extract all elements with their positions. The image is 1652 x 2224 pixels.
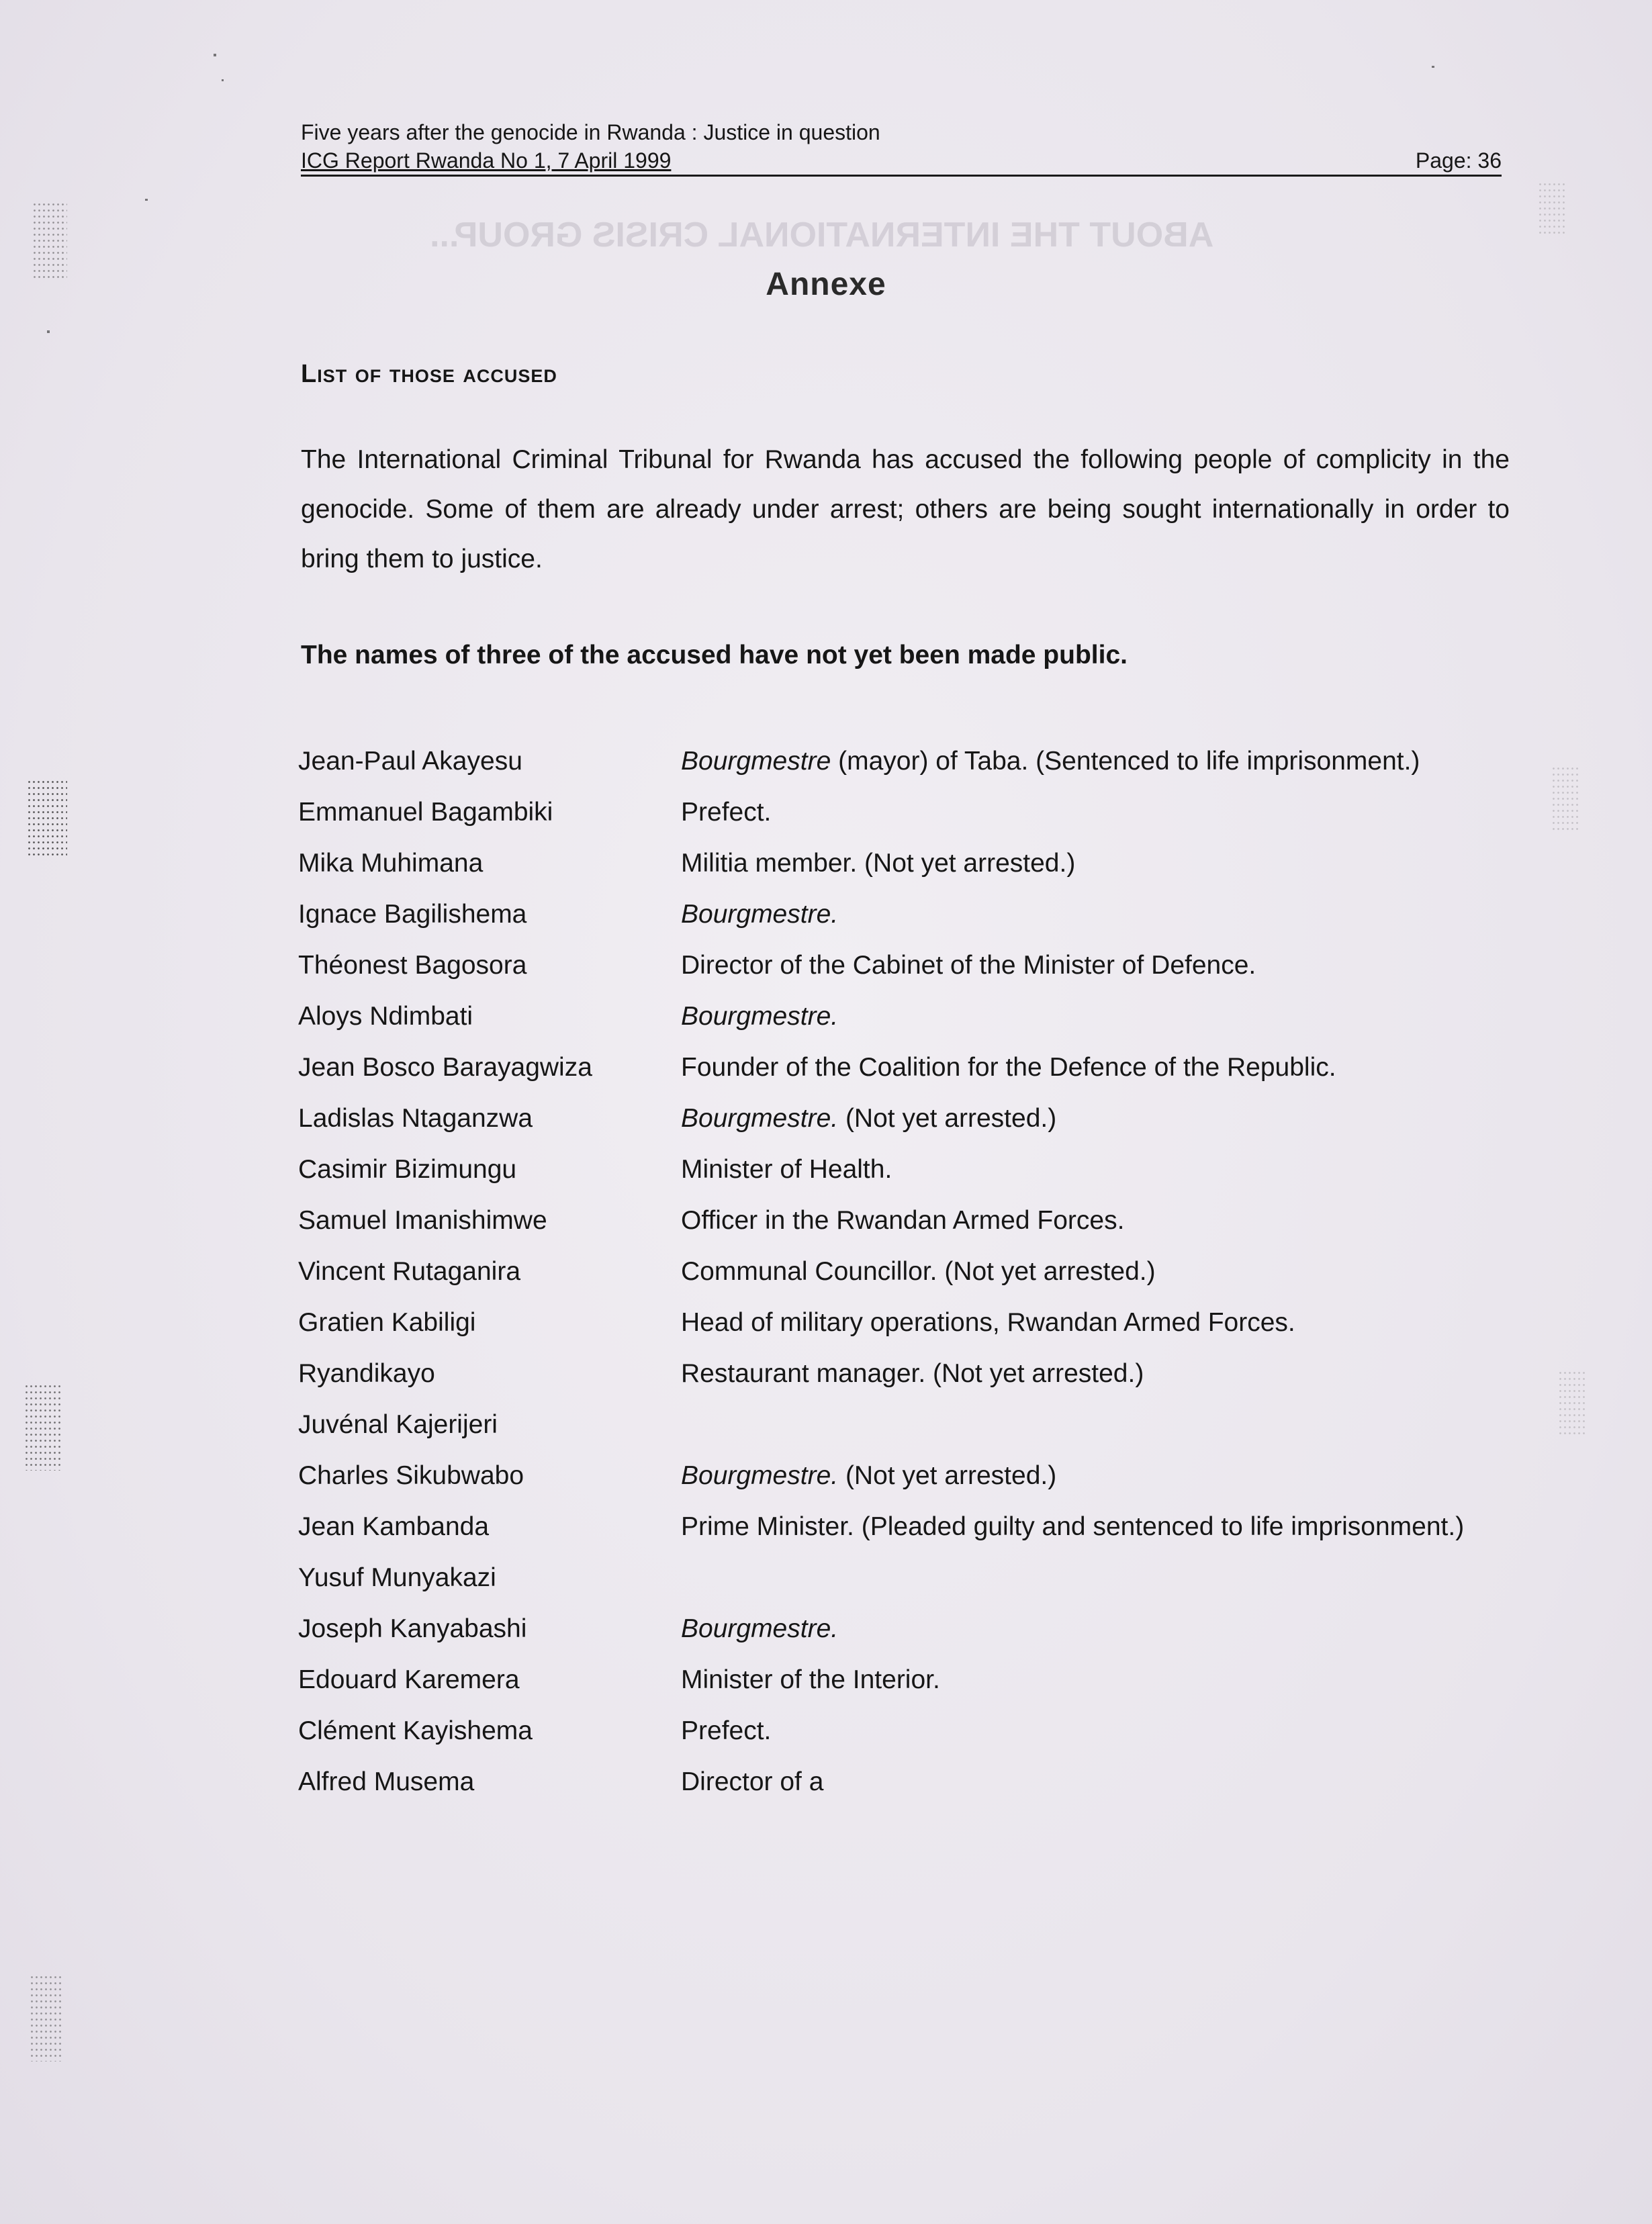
accused-description (681, 940, 1507, 991)
list-item (298, 1450, 1507, 1501)
list-item (298, 991, 1507, 1042)
list-item (298, 1501, 1507, 1553)
header-rule-row (301, 146, 1502, 177)
accused-description-text: Prefect. (681, 798, 772, 827)
list-item (298, 838, 1507, 889)
scan-speck (1432, 66, 1434, 68)
scan-noise (24, 1383, 63, 1471)
accused-name: Théonest Bagosora (298, 951, 527, 980)
accused-name: Samuel Imanishimwe (298, 1206, 547, 1235)
accused-description (681, 787, 1507, 838)
list-item (298, 889, 1507, 940)
accused-description (681, 1399, 1507, 1450)
list-item (298, 1093, 1507, 1144)
intro-paragraph: The International Criminal Tribunal for Rwanda has accused the following people of complicity in the genocide. Some of them are already under arrest; others are being sought internationally in order to bring them to justice. (301, 445, 1510, 573)
header-report-number: ICG Report Rwanda No 1, 7 April 1999 (301, 148, 672, 173)
scan-speck (214, 54, 216, 56)
list-item (298, 787, 1507, 838)
page-header (301, 118, 1502, 177)
accused-description (681, 838, 1507, 889)
accused-description (681, 1042, 1507, 1093)
accused-description (681, 1450, 1507, 1501)
section-heading: List of those accused (301, 360, 557, 388)
accused-title-italic: Bourgmestre. (681, 1002, 839, 1031)
accused-title-italic: Bourgmestre. (681, 1104, 839, 1133)
accused-description (681, 1297, 1507, 1348)
list-item (298, 1297, 1507, 1348)
header-report-title: Five years after the genocide in Rwanda : Justice in question (301, 120, 880, 144)
accused-name: Yusuf Munyakazi (298, 1563, 496, 1592)
accused-description-text: Director of a (681, 1767, 824, 1796)
accused-description-text: (Not yet arrested.) (838, 1104, 1057, 1133)
accused-name: Clément Kayishema (298, 1716, 533, 1745)
accused-description (681, 1195, 1507, 1246)
accused-name: Edouard Karemera (298, 1665, 520, 1694)
accused-description (681, 1706, 1507, 1757)
list-item (298, 1042, 1507, 1093)
accused-description-text: Prefect. (681, 1716, 772, 1745)
accused-description-text: Head of military operations, Rwandan Armed Forces. (681, 1308, 1295, 1337)
scan-noise (1551, 766, 1581, 833)
scan-noise (1538, 181, 1567, 235)
accused-description-text: (mayor) of Taba. (Sentenced to life imprisonment.) (831, 747, 1420, 776)
bleed-through-heading: ABOUT THE INTERNATIONAL CRISIS GROUP... (430, 216, 1214, 254)
accused-title-italic: Bourgmestre. (681, 1614, 839, 1643)
accused-name: Ladislas Ntaganzwa (298, 1104, 533, 1133)
list-item (298, 736, 1507, 787)
accused-name: Jean Kambanda (298, 1512, 490, 1541)
list-item (298, 1757, 1507, 1808)
accused-name: Gratien Kabiligi (298, 1308, 476, 1337)
note-paragraph: The names of three of the accused have not yet been made public. (301, 641, 1128, 669)
list-item (298, 1246, 1507, 1297)
accused-name: Ignace Bagilishema (298, 900, 527, 929)
accused-description (681, 1757, 1507, 1808)
list-item (298, 1399, 1507, 1450)
list-item (298, 1706, 1507, 1757)
scan-speck (145, 199, 148, 201)
accused-description (681, 1553, 1507, 1604)
scan-noise (1558, 1370, 1588, 1437)
accused-name: Casimir Bizimungu (298, 1155, 517, 1184)
accused-title-italic: Bourgmestre. (681, 900, 839, 929)
accused-description-text: Director of the Cabinet of the Minister of Defence. (681, 951, 1256, 980)
accused-name: Jean Bosco Barayagwiza (298, 1053, 592, 1082)
accused-list (298, 736, 1507, 1808)
accused-title-italic: Bourgmestre. (681, 1461, 839, 1490)
accused-description-text: Prime Minister. (Pleaded guilty and sentenced to life imprisonment.) (681, 1512, 1465, 1541)
scan-speck (47, 330, 50, 333)
accused-description-text: Restaurant manager. (Not yet arrested.) (681, 1359, 1144, 1388)
accused-name: Juvénal Kajerijeri (298, 1410, 498, 1439)
accused-name: Aloys Ndimbati (298, 1002, 473, 1031)
accused-description-text: Founder of the Coalition for the Defence of the Republic. (681, 1053, 1336, 1082)
accused-description (681, 1501, 1507, 1553)
scan-noise (27, 779, 67, 860)
accused-name: Jean-Paul Akayesu (298, 747, 522, 776)
scan-noise (30, 1974, 63, 2061)
page-title: Annexe (766, 267, 886, 302)
accused-description (681, 1246, 1507, 1297)
list-item (298, 940, 1507, 991)
list-item (298, 1348, 1507, 1399)
accused-description (681, 991, 1507, 1042)
list-item (298, 1144, 1507, 1195)
accused-description-text: Officer in the Rwandan Armed Forces. (681, 1206, 1125, 1235)
accused-name: Alfred Musema (298, 1767, 475, 1796)
page-number: Page: 36 (1415, 148, 1502, 173)
accused-description-text: Communal Councillor. (Not yet arrested.) (681, 1257, 1156, 1286)
accused-title-italic: Bourgmestre (681, 747, 831, 776)
accused-name: Ryandikayo (298, 1359, 435, 1388)
accused-name: Emmanuel Bagambiki (298, 798, 553, 827)
list-item (298, 1553, 1507, 1604)
accused-name: Vincent Rutaganira (298, 1257, 521, 1286)
accused-name: Mika Muhimana (298, 849, 484, 878)
accused-description (681, 1604, 1507, 1655)
accused-description-text: Minister of Health. (681, 1155, 892, 1184)
accused-name: Charles Sikubwabo (298, 1461, 524, 1490)
accused-description (681, 1144, 1507, 1195)
accused-description-text: (Not yet arrested.) (838, 1461, 1057, 1490)
accused-description (681, 1093, 1507, 1144)
list-item (298, 1655, 1507, 1706)
accused-name: Joseph Kanyabashi (298, 1614, 527, 1643)
accused-description-text: Militia member. (Not yet arrested.) (681, 849, 1076, 878)
scan-speck (222, 79, 224, 81)
accused-description (681, 1655, 1507, 1706)
accused-description (681, 1348, 1507, 1399)
accused-description (681, 889, 1507, 940)
list-item (298, 1604, 1507, 1655)
list-item (298, 1195, 1507, 1246)
accused-description-text: Minister of the Interior. (681, 1665, 940, 1694)
accused-description (681, 736, 1507, 787)
